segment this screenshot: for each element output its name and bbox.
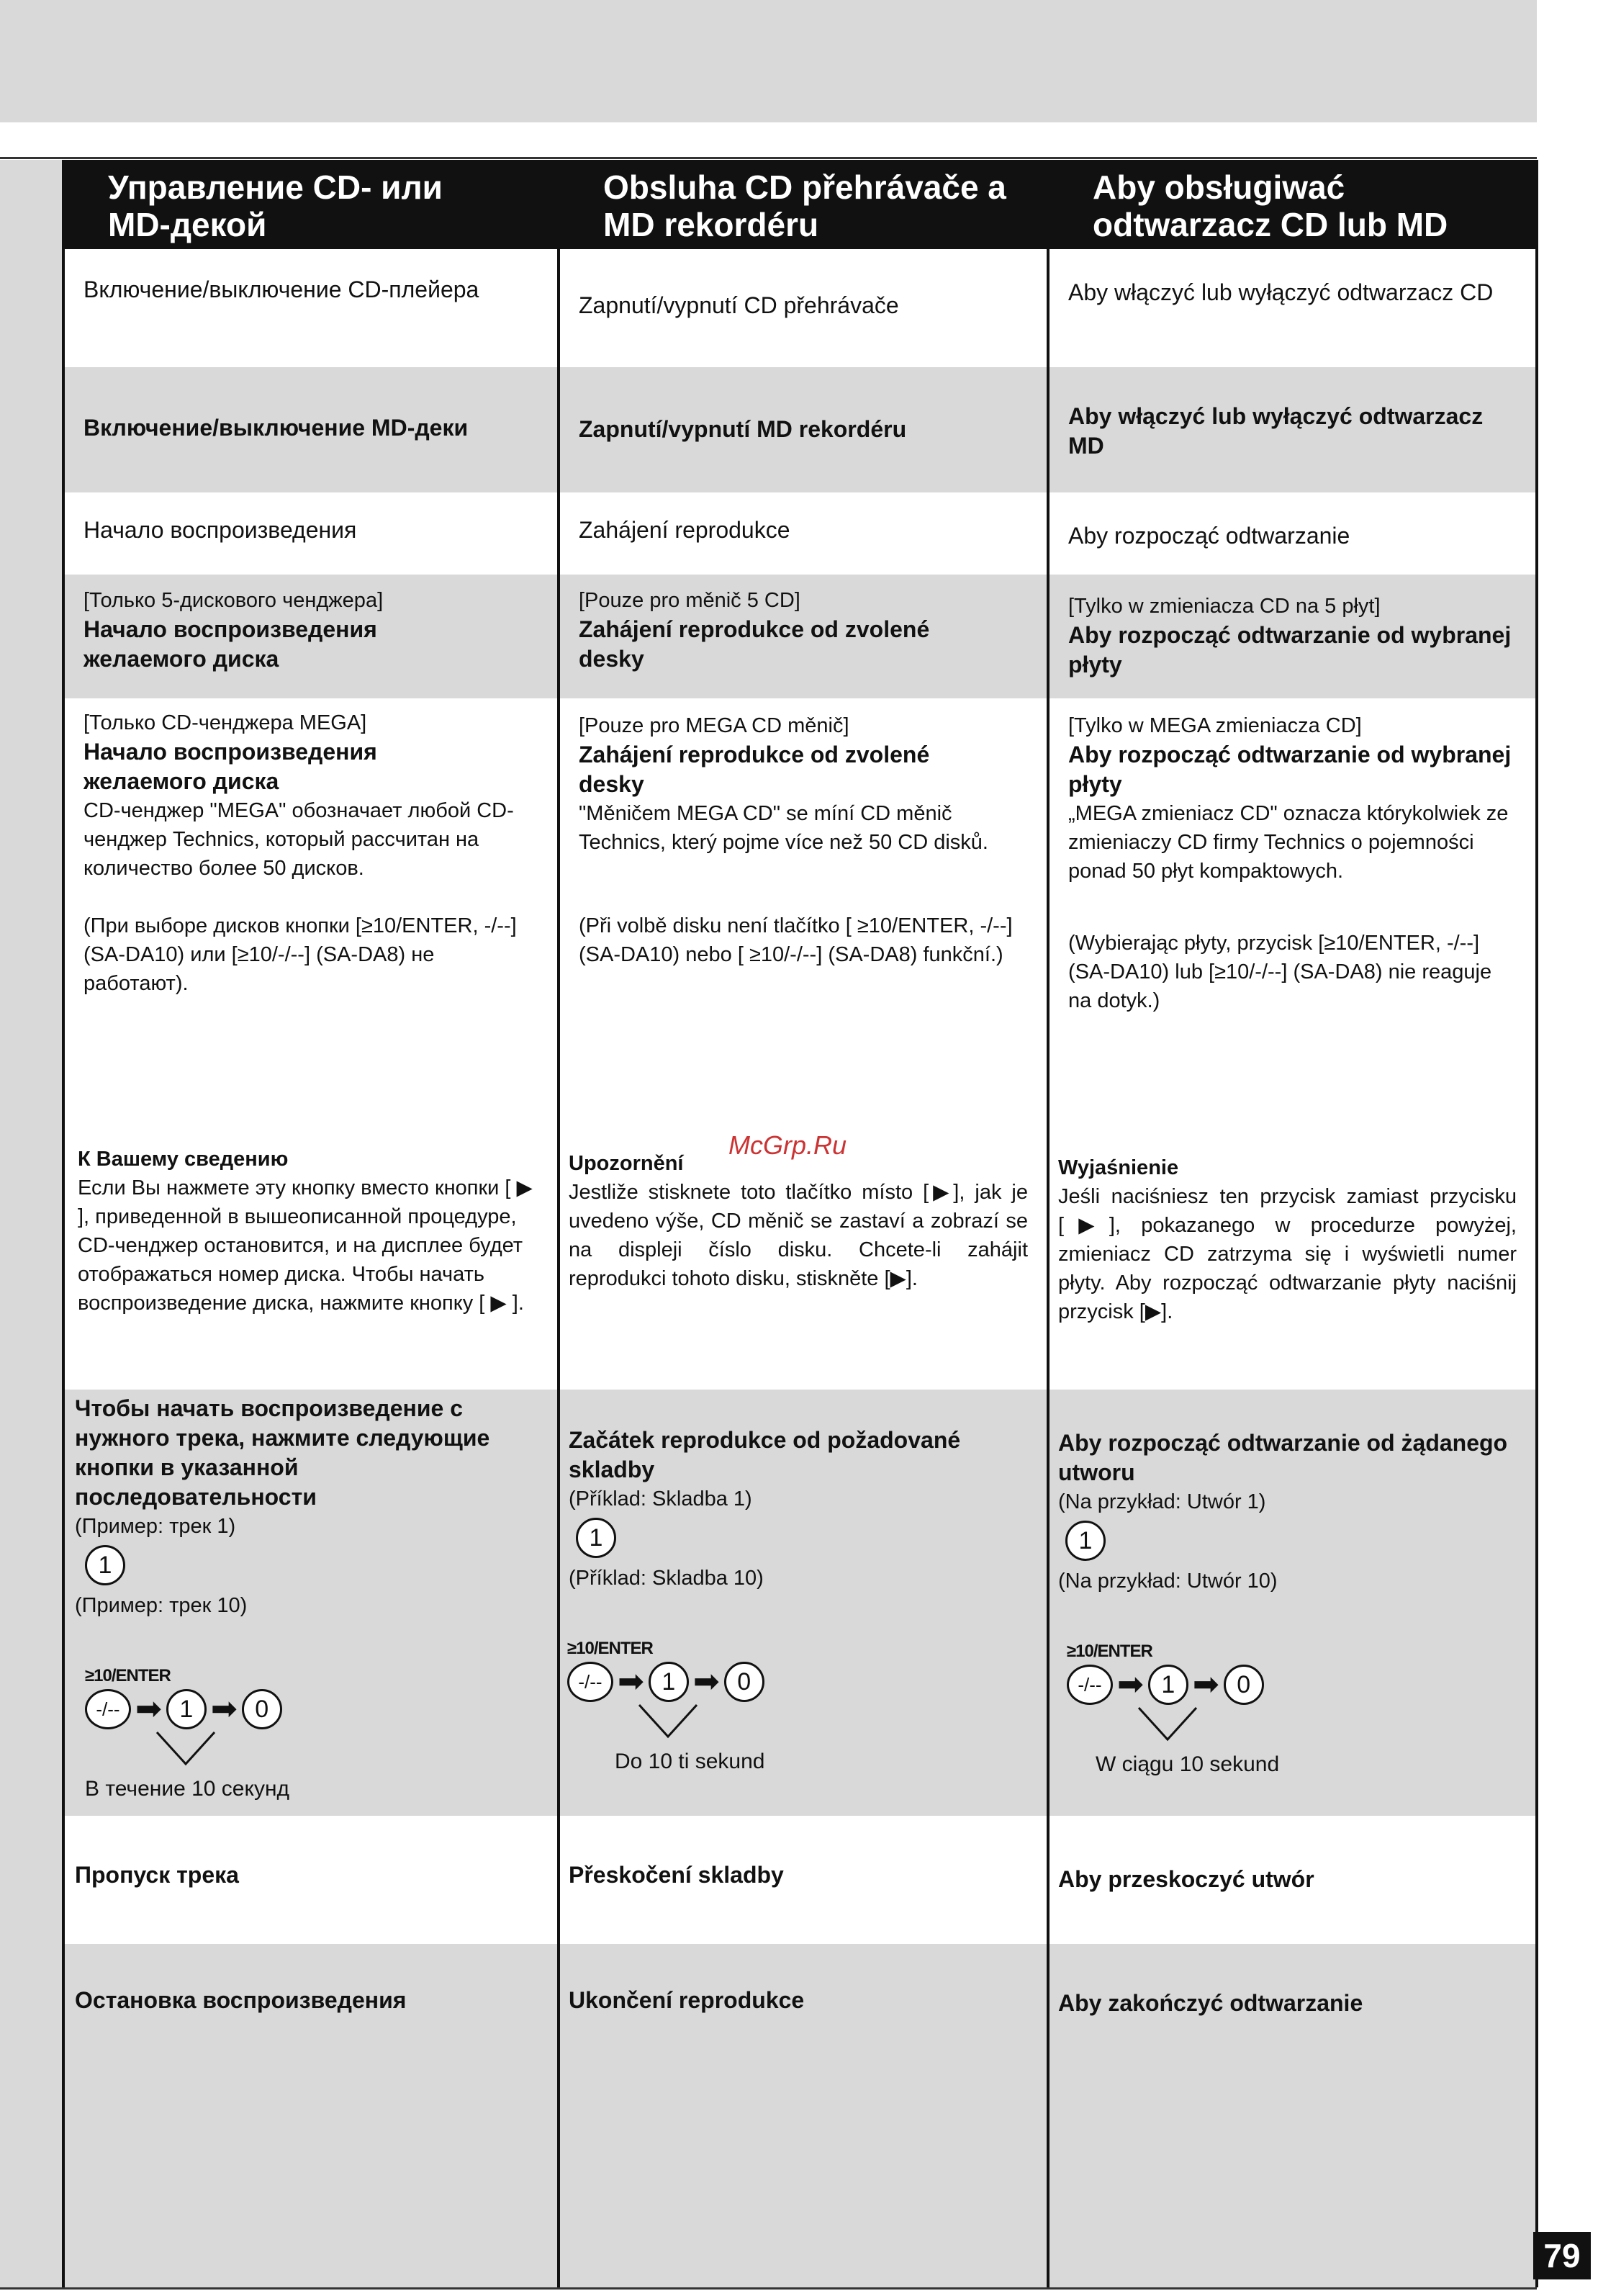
md-power-ru: Включение/выключение MD-деки (83, 415, 469, 441)
header-pl-text: Aby obsługiwać odtwarzacz CD lub MD (1093, 168, 1448, 243)
bracket-icon (1067, 1705, 1225, 1748)
header-cs (559, 160, 1048, 249)
arrow-right-icon: ➡ (135, 1691, 162, 1726)
arrow-right-icon: ➡ (692, 1664, 720, 1699)
five-disc-cs-note: [Pouze pro měnič 5 CD] (579, 589, 800, 612)
mega-cs-body: "Měničem MEGA CD" se míní CD měnič Technics, který pojme více než 50 CD disků. (579, 802, 988, 854)
stop-pl: Aby zakończyć odtwarzanie (1058, 1990, 1363, 2016)
header-pl (1048, 160, 1537, 249)
row-five-disc (63, 575, 1537, 698)
track-ru-sequence (85, 1666, 289, 1801)
mega-cs-note: [Pouze pro MEGA CD měnič] (579, 714, 849, 737)
mega-cs-info-body: Jestliže stisknete toto tlačítko místo [▶], jak je uvedeno výše, CD měnič se zastaví a zobrazí se na displeji číslo disku. Chcete-li zahájit reprodukci tohoto disku, stiskněte [▶]. (569, 1181, 1028, 1290)
mega-pl-body2: (Wybierając płyty, przycisk [≥10/ENTER, -/--] (SA-DA10) lub [≥10/-/--] (SA-DA8) nie reaguje na dotyk.) (1068, 932, 1492, 1012)
left-gray-strip (0, 160, 63, 2287)
skip-cs: Přeskočení skladby (569, 1862, 784, 1888)
bracket-icon (567, 1702, 726, 1745)
five-disc-pl-title: Aby rozpocząć odtwarzanie od wybranej płyty (1068, 622, 1512, 677)
top-rule (0, 157, 1537, 159)
track-pl-enter-label: ≥10/ENTER (1067, 1642, 1152, 1661)
track-pl-seq-button-1: 1 (1148, 1665, 1188, 1705)
mega-cs-title: Zahájení reprodukce od zvolené desky (579, 742, 930, 797)
play-cs: Zahájení reprodukce (579, 517, 790, 543)
skip-pl: Aby przeskoczyć utwór (1058, 1866, 1314, 1892)
mega-pl-info-body: Jeśli naciśniesz ten przycisk zamiast przycisku [▶], pokazanego w procedurze powyżej, zmieniacz CD zatrzyma się i wyświetli numer płyty. Aby rozpocząć odtwarzanie płyty naciśnij przycisk [▶]. (1058, 1185, 1517, 1323)
track-cs-dash-button: -/-- (567, 1662, 613, 1702)
cd-power-pl: Aby włączyć lub wyłączyć odtwarzacz CD (1068, 279, 1494, 305)
track-cs-seq-button-0: 0 (724, 1662, 764, 1702)
track-pl-sequence (1067, 1642, 1280, 1777)
mega-pl-body: „MEGA zmieniacz CD" oznacza którykolwiek ze zmieniaczy CD firmy Technics o pojemności ponad 50 płyt kompaktowych. (1068, 802, 1509, 883)
cd-power-cs: Zapnutí/vypnutí CD přehrávače (579, 292, 899, 318)
bottom-rule (0, 2287, 1537, 2290)
header-ru (63, 160, 559, 249)
track-ru-seq-button-1: 1 (166, 1689, 207, 1729)
mega-ru-info-body: Если Вы нажмете эту кнопку вместо кнопки [ ▶ ], приведенной в вышеописанной процедуре, CD-ченджер остановится, и на дисплее будет отображаться номер диска. Чтобы начать воспроизведение диска, нажмите кнопку [ ▶ ]. (78, 1176, 533, 1315)
five-disc-pl-note: [Tylko w zmieniacza CD na 5 płyt] (1068, 595, 1381, 618)
track-pl-caption: W ciągu 10 sekund (1096, 1752, 1280, 1776)
top-gray-band (0, 0, 1537, 122)
column-divider (1535, 160, 1538, 2287)
skip-ru: Пропуск трека (75, 1862, 239, 1888)
row-play (63, 492, 1537, 575)
mega-ru-note: [Только CD-ченджера MEGA] (83, 711, 367, 734)
track-cs-seq-button-1: 1 (649, 1662, 689, 1702)
column-divider (62, 160, 65, 2287)
track-cs-caption: Do 10 ti sekund (615, 1750, 765, 1773)
mega-pl-info-title: Wyjaśnienie (1058, 1156, 1179, 1179)
mega-cs-body2: (Při volbě disku není tlačítko [ ≥10/ENTER, -/--] (SA-DA10) nebo [ ≥10/-/--] (SA-DA8) funkční.) (579, 914, 1013, 966)
track-pl-seq-button-0: 0 (1224, 1665, 1264, 1705)
track-pl-dash-button: -/-- (1067, 1665, 1113, 1705)
track-cs-ex1: (Příklad: Skladba 1) (569, 1487, 752, 1511)
md-power-cs: Zapnutí/vypnutí MD rekordéru (579, 416, 907, 442)
header-ru-text: Управление CD- или MD-декой (108, 168, 443, 243)
mega-pl-title: Aby rozpocząć odtwarzanie od wybranej płyty (1068, 742, 1512, 797)
row-track (63, 1390, 1537, 1816)
row-md-power (63, 367, 1537, 492)
mega-ru-title: Начало воспроизведения желаемого диска (83, 739, 377, 794)
track-ru-seq-button-0: 0 (242, 1689, 282, 1729)
track-pl-ex10: (Na przykład: Utwór 10) (1058, 1570, 1278, 1593)
stop-ru: Остановка воспроизведения (75, 1987, 407, 2013)
track-pl-button-1: 1 (1065, 1521, 1106, 1561)
cd-power-ru: Включение/выключение CD-плейера (83, 276, 479, 302)
mega-ru-body2: (При выборе дисков кнопки [≥10/ENTER, -/--] (SA-DA10) или [≥10/-/--] (SA-DA8) не работают). (83, 914, 517, 995)
five-disc-ru-note: [Только 5-дискового ченджера] (83, 589, 384, 612)
row-skip (63, 1816, 1537, 1944)
arrow-right-icon: ➡ (1192, 1667, 1219, 1702)
mega-pl-note: [Tylko w MEGA zmieniacza CD] (1068, 714, 1362, 737)
track-pl-title: Aby rozpocząć odtwarzanie od żądanego utworu (1058, 1430, 1508, 1485)
track-cs-button-1: 1 (576, 1518, 616, 1558)
track-cs-title: Začátek reprodukce od požadované skladby (569, 1427, 961, 1482)
stop-cs: Ukončení reprodukce (569, 1987, 805, 2013)
track-cs-ex10: (Příklad: Skladba 10) (569, 1567, 764, 1590)
track-ru-dash-button: -/-- (85, 1689, 131, 1729)
md-power-pl: Aby włączyć lub wyłączyć odtwarzacz MD (1068, 403, 1484, 459)
track-ru-enter-label: ≥10/ENTER (85, 1666, 171, 1685)
column-divider (557, 160, 560, 2287)
arrow-right-icon: ➡ (210, 1691, 238, 1726)
column-divider (1047, 160, 1049, 2287)
track-cs-sequence (567, 1639, 764, 1774)
arrow-right-icon: ➡ (1117, 1667, 1144, 1702)
row-mega (63, 698, 1537, 1390)
bracket-icon (85, 1729, 243, 1773)
five-disc-cs-title: Zahájení reprodukce od zvolené desky (579, 616, 930, 672)
page-number: 79 (1533, 2232, 1591, 2279)
play-ru: Начало воспроизведения (83, 517, 357, 543)
track-ru-ex10: (Пример: трек 10) (75, 1594, 248, 1617)
track-ru-ex1: (Пример: трек 1) (75, 1515, 236, 1538)
arrow-right-icon: ➡ (618, 1664, 644, 1699)
track-ru-button-1: 1 (85, 1545, 125, 1585)
track-ru-caption: В течение 10 секунд (85, 1777, 290, 1801)
five-disc-ru-title: Начало воспроизведения желаемого диска (83, 616, 377, 672)
mega-ru-info-title: К Вашему сведению (78, 1148, 289, 1171)
row-cd-power (63, 249, 1537, 367)
header-cs-text: Obsluha CD přehrávače a MD rekordéru (603, 168, 1006, 243)
track-ru-title: Чтобы начать воспроизведение с нужного трека, нажмите следующие кнопки в указанной последовательности (75, 1395, 490, 1510)
play-pl: Aby rozpocząć odtwarzanie (1068, 523, 1350, 549)
table-header (63, 160, 1537, 249)
track-pl-ex1: (Na przykład: Utwór 1) (1058, 1490, 1266, 1513)
mega-cs-info-title: Upozornění (569, 1152, 684, 1175)
row-stop (63, 1944, 1537, 2287)
watermark: McGrp.Ru (728, 1130, 847, 1160)
track-cs-enter-label: ≥10/ENTER (567, 1639, 653, 1658)
mega-ru-body: CD-ченджер "MEGA" обозначает любой CD-ченджер Technics, который рассчитан на количество более 50 дисков. (83, 799, 514, 880)
